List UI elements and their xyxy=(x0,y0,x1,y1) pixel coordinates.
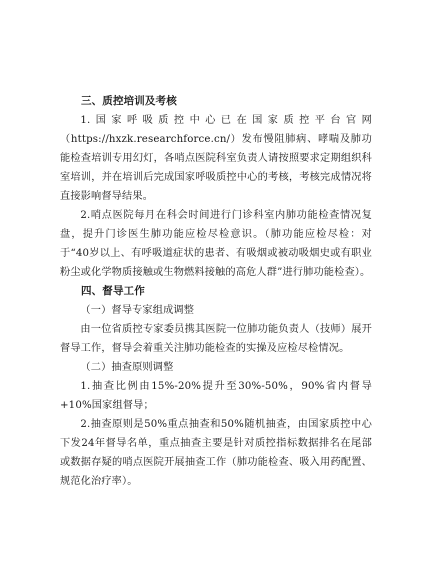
paragraph-4-2-1: 1.抽查比例由15%-20%提升至30%-50%，90%省内督导+10%国家组督导； xyxy=(60,381,372,411)
section-heading-4: 四、督导工作 xyxy=(81,285,145,297)
paragraph-3-2: 2.哨点医院每月在科会时间进行门诊科室内肺功能检查情况复盘，提升门诊医生肺功能应检尽检意识。（肺功能应检尽检：对于“40岁以上、有呼吸道症状的患者、有吸烟或被动吸烟史或有职业粉尘或化学物质接触或生物燃料接触的高危人群”进行肺功能检查）。 xyxy=(60,210,372,278)
document-body xyxy=(60,92,372,491)
subsection-heading-4-1: （一）督导专家组成调整 xyxy=(80,305,195,316)
paragraph-4-2-2: 2.抽查原则是50%重点抽查和50%随机抽查，由国家质控中心下发24年督导名单，重点抽查主要是针对质控指标数据排名在尾部或数据存疑的哨点医院开展抽查工作（肺功能检查、吸入用药配置、规范化治疗率）。 xyxy=(60,419,372,487)
paragraph-3-1: 1.国家呼吸质控中心已在国家质控平台官网（https://hxzk.researchforce.cn/）发布慢阻肺病、哮喘及肺功能检查培训专用幻灯，各哨点医院科室负责人请按照要求定期组织科室培训，并在培训后完成国家呼吸质控中心的考核，考核完成情况将直接影响督导结果。 xyxy=(60,115,372,202)
section-heading-3: 三、质控培训及考核 xyxy=(81,95,177,107)
subsection-heading-4-2: （二）抽查原则调整 xyxy=(80,362,174,373)
paragraph-4-1-1: 由一位省质控专家委员携其医院一位肺功能负责人（技师）展开督导工作，督导会着重关注肺功能检查的实操及应检尽检情况。 xyxy=(60,324,372,354)
